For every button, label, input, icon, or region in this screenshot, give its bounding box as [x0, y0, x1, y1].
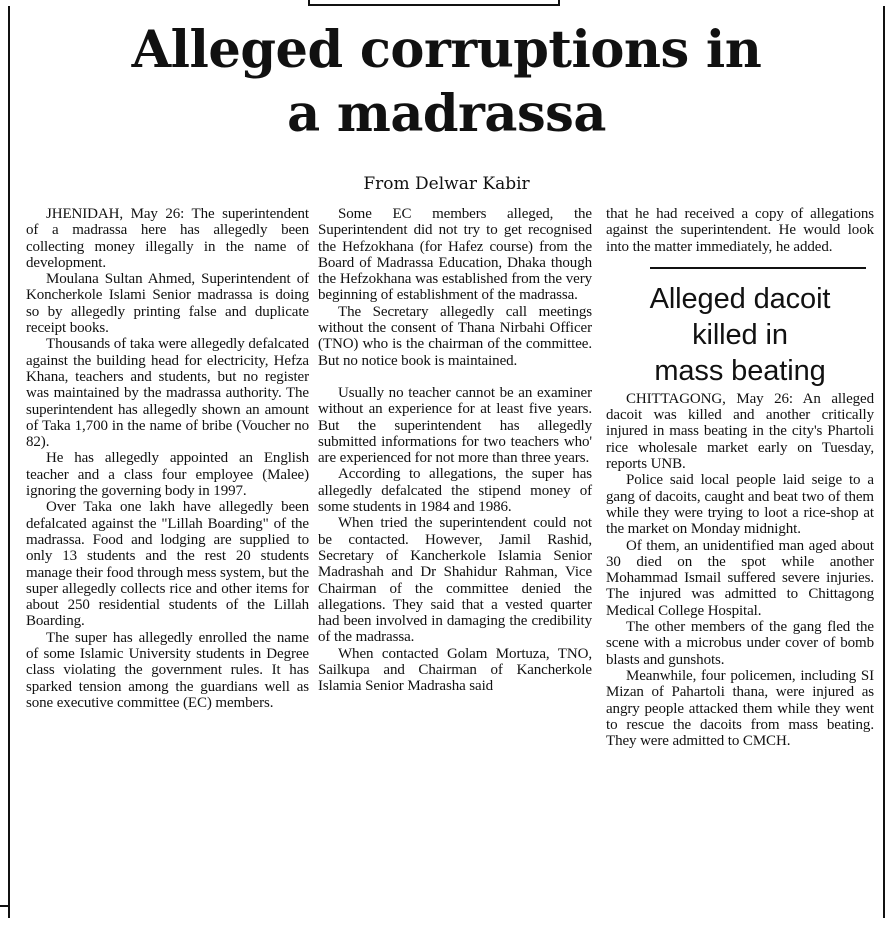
article-column-2: [318, 206, 592, 695]
subhead-line-1: Alleged dacoit: [649, 282, 831, 315]
paragraph: Thousands of taka were allegedly defalcated against the building head for electricity, Hefza Khana, teachers and students, but no register was maintained by the madrassa authority. The superintendent has allegedly shown an amount of Taka 1,700 in the name of bribe (Voucher no 82).: [26, 336, 309, 451]
top-rule: [308, 0, 560, 6]
paragraph: JHENIDAH, May 26: The superintendent of a madrassa here has allegedly been collecting money illegally in the name of development.: [26, 206, 309, 271]
paragraph: The other members of the gang fled the scene with a microbus under cover of bomb blasts and gunshots.: [606, 619, 874, 668]
right-border-rule: [883, 6, 885, 918]
paragraph: He has allegedly appointed an English teacher and a class four employee (Malee) ignoring the governing body in 1997.: [26, 450, 309, 500]
paragraph-gap: [318, 369, 592, 385]
paragraph: Usually no teacher cannot be an examiner without an experience for at least five years. But the superintendent has allegedly submitted informations for two teachers who' are experienced for not more than three years.: [318, 384, 592, 467]
bottom-tick-rule: [0, 905, 8, 907]
paragraph: Police said local people laid seige to a gang of dacoits, caught and beat two of them while they were trying to loot a rice-shop at the market on Monday midnight.: [606, 472, 874, 538]
paragraph: According to allegations, the super has allegedly defalcated the stipend money of some students in 1984 and 1986.: [318, 466, 592, 516]
byline: From Delwar Kabir: [363, 174, 530, 194]
continuation-paragraph: that he had received a copy of allegations against the superintendent. He would look into the matter immediately, he added.: [606, 206, 874, 255]
story-separator-rule: [650, 267, 866, 269]
paragraph: When contacted Golam Mortuza, TNO, Sailkupa and Chairman of Kancherkole Islamia Senior Madrasha said: [318, 645, 592, 695]
paragraph: When tried the superintendent could not be contacted. However, Jamil Rashid, Secretary of Kancherkole Islamia Senior Madrashah and Dr Shahidur Rahman, Vice Chairman of the committee denied the allegations. They said that a vested quarter had been involved in damaging the credibility of the madrassa.: [318, 515, 592, 646]
paragraph: The Secretary allegedly call meetings without the consent of Thana Nirbahi Officer (TNO) who is the chairman of the committee. But no notice book is maintained.: [318, 303, 592, 369]
paragraph: Moulana Sultan Ahmed, Superintendent of Koncherkole Islami Senior madrassa is doing so by allegedly printing false and duplicate receipt books.: [26, 271, 309, 337]
second-story-headline: [606, 281, 874, 389]
paragraph: CHITTAGONG, May 26: An alleged dacoit was killed and another critically injured in mass beating in the city's Phartoli rice wholesale market early on Tuesday, reports UNB.: [606, 390, 874, 473]
paragraph: Of them, an unidentified man aged about 30 died on the spot while another Mohammad Ismail suffered severe injuries. The injured was admitted to Chittagong Medical College Hospital.: [606, 537, 874, 619]
headline-line-1: Alleged corruptions in: [131, 20, 762, 80]
paragraph: Over Taka one lakh have allegedly been defalcated against the "Lillah Boarding" of the madrassa. Food and lodging are supplied to only 13 students and the rest 20 students manage their food through mess system, but the super allegedly collects rice and other items for about 250 residential students of the Lillah Boarding.: [26, 499, 309, 630]
article-column-3: [606, 206, 874, 749]
subhead-line-2: killed in: [692, 318, 788, 351]
paragraph: Some EC members alleged, the Superintendent did not try to get recognised the Hefzokhana (for Hafez course) from the Board of Madrassa Education, Dhaka though the Hefzokhana was established from the very beginning of establishment of the madrassa.: [318, 206, 592, 304]
main-headline: [20, 18, 873, 146]
article-column-1: [26, 206, 309, 711]
paragraph: Meanwhile, four policemen, including SI Mizan of Pahartoli thana, were injured as angry people attacked them while they went to rescue the dacoits from mass beating. They were admitted to CMCH.: [606, 667, 874, 750]
paragraph: The super has allegedly enrolled the name of some Islamic University students in Degree class violating the government rules. It has sparked tension among the guardians well as sone executive committee (EC) members.: [26, 629, 309, 711]
headline-line-2: a madrassa: [287, 84, 606, 144]
subhead-line-3: mass beating: [654, 354, 826, 387]
left-border-rule: [8, 6, 10, 918]
